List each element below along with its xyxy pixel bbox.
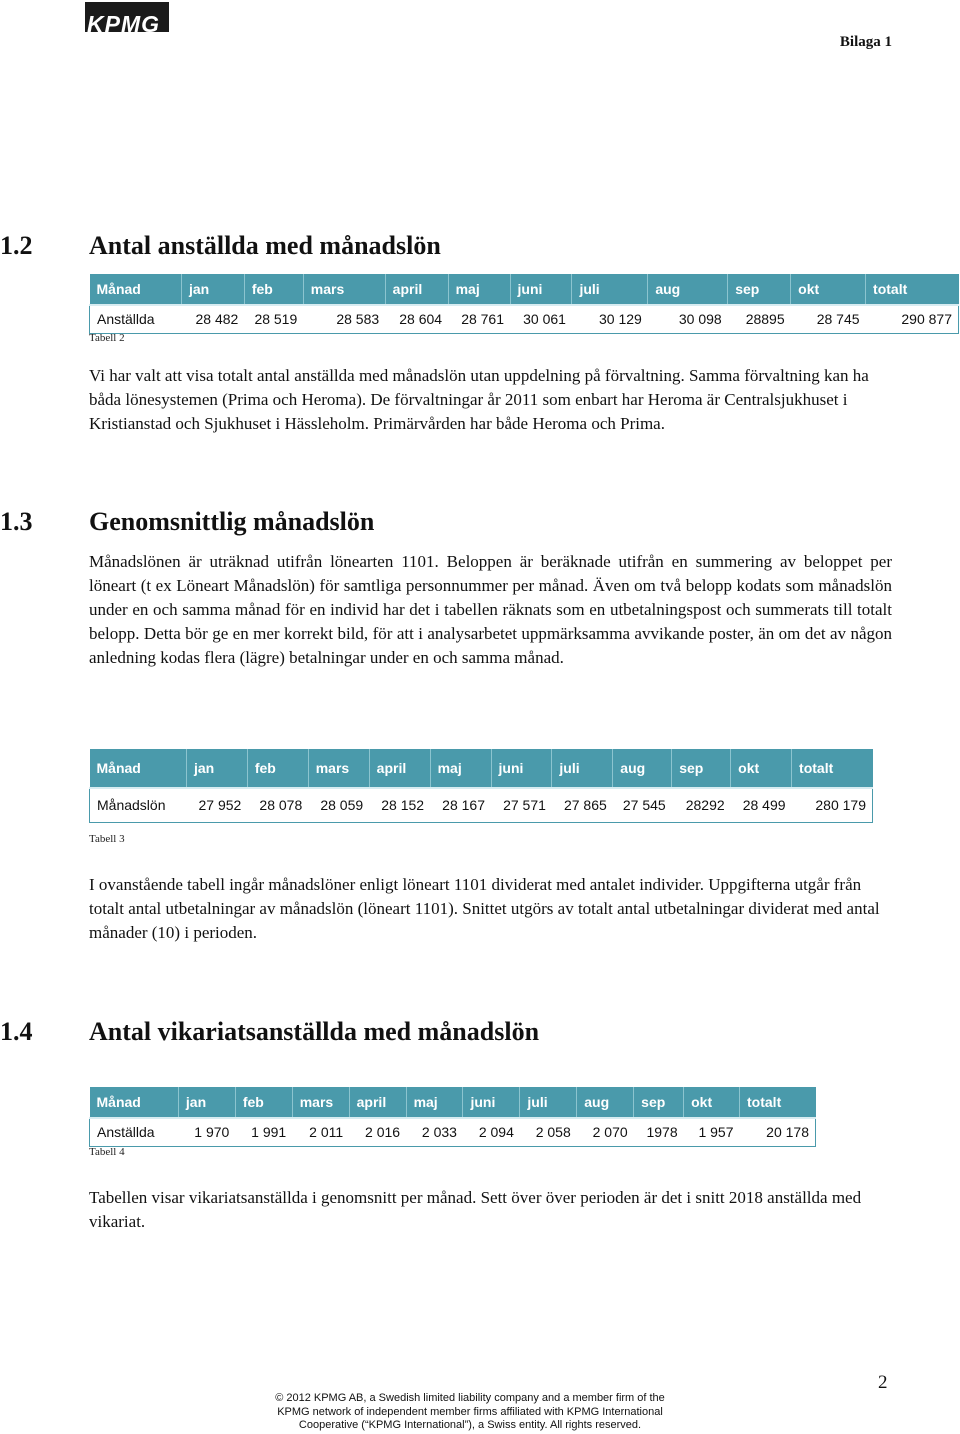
- table-cell: 28 583: [303, 305, 385, 333]
- section-title: Genomsnittlig månadslön: [89, 507, 375, 536]
- table-header-row: [90, 1087, 816, 1118]
- table-cell: 1 957: [684, 1118, 740, 1146]
- table-caption: Tabell 4: [89, 1146, 125, 1158]
- table-cell: 28 078: [247, 788, 308, 822]
- column-header: mars: [308, 749, 369, 788]
- paragraph: I ovanstående tabell ingår månadslöner enligt löneart 1101 dividerat med antalet individer. Uppgifterna utgår från totalt antal utbetalningar av månadslön (löneart 1101). Snittet utgörs av totalt antal utbetalningar dividerat med antal månader (10) i perioden.: [89, 875, 880, 942]
- bilaga-label: Bilaga 1: [839, 34, 892, 50]
- section-number: 1.2: [0, 231, 33, 260]
- column-header: maj: [448, 274, 510, 305]
- row-label: Anställda: [90, 1118, 179, 1146]
- column-header: feb: [244, 274, 303, 305]
- table-cell: 2 070: [577, 1118, 634, 1146]
- column-header: totalt: [866, 274, 959, 305]
- table-caption: Tabell 3: [89, 833, 125, 845]
- column-header: juli: [520, 1087, 577, 1118]
- row-label: Anställda: [90, 305, 182, 333]
- table-cell: 2 058: [520, 1118, 577, 1146]
- table-4: [89, 1087, 816, 1147]
- column-header: juli: [572, 274, 648, 305]
- column-header: feb: [247, 749, 308, 788]
- table-row: [90, 1118, 816, 1146]
- column-header: okt: [731, 749, 792, 788]
- table-cell: 20 178: [740, 1118, 816, 1146]
- column-header: mars: [292, 1087, 349, 1118]
- table-cell: 2 094: [463, 1118, 520, 1146]
- footer: [220, 1392, 720, 1433]
- section-title: Antal vikariatsanställda med månadslön: [89, 1017, 540, 1046]
- column-header: Månad: [90, 1087, 179, 1118]
- table-cell: 28 482: [181, 305, 244, 333]
- section-number: 1.4: [0, 1017, 33, 1046]
- table-cell: 2 011: [292, 1118, 349, 1146]
- table-cell: 28 745: [791, 305, 866, 333]
- section-title: Antal anställda med månadslön: [89, 231, 441, 260]
- table-cell: 1978: [634, 1118, 684, 1146]
- table-cell: 28895: [728, 305, 791, 333]
- column-header: juli: [552, 749, 613, 788]
- footer-line: KPMG network of independent member firms affiliated with KPMG International: [277, 1405, 663, 1418]
- column-header: april: [385, 274, 448, 305]
- table-cell: 28 761: [448, 305, 510, 333]
- table-cell: 28 152: [369, 788, 430, 822]
- footer-line: © 2012 KPMG AB, a Swedish limited liability company and a member firm of the: [275, 1392, 665, 1404]
- table-cell: 28 167: [430, 788, 491, 822]
- column-header: okt: [791, 274, 866, 305]
- column-header: maj: [406, 1087, 463, 1118]
- column-header: juni: [463, 1087, 520, 1118]
- paragraph: Vi har valt att visa totalt antal anställda med månadslön utan uppdelning på förvaltning. Samma förvaltning kan ha båda lönesystemen (Prima och Heroma). De förvaltningar år 2011 som enbart har Heroma är Centralsjukhuset i Kristianstad och Sjukhuset i Hässleholm. Primärvården har både Heroma och Prima.: [89, 366, 869, 433]
- column-header: totalt: [792, 749, 873, 788]
- kpmg-logo: KPMG: [85, 2, 169, 32]
- column-header: aug: [613, 749, 672, 788]
- table-caption: Tabell 2: [89, 332, 125, 344]
- table-cell: 1 991: [235, 1118, 292, 1146]
- table-cell: 30 098: [648, 305, 728, 333]
- column-header: april: [369, 749, 430, 788]
- table-cell: 2 033: [406, 1118, 463, 1146]
- row-label: Månadslön: [90, 788, 187, 822]
- column-header: Månad: [90, 749, 187, 788]
- table-cell: 28292: [672, 788, 731, 822]
- column-header: sep: [672, 749, 731, 788]
- column-header: jan: [186, 749, 247, 788]
- table-3: [89, 749, 873, 823]
- column-header: maj: [430, 749, 491, 788]
- table-cell: 28 519: [244, 305, 303, 333]
- table-cell: 290 877: [866, 305, 959, 333]
- column-header: april: [349, 1087, 406, 1118]
- section-number: 1.3: [0, 507, 33, 536]
- table-cell: 27 952: [186, 788, 247, 822]
- table-cell: 27 865: [552, 788, 613, 822]
- column-header: totalt: [740, 1087, 816, 1118]
- column-header: sep: [728, 274, 791, 305]
- table-cell: 28 499: [731, 788, 792, 822]
- column-header: feb: [235, 1087, 292, 1118]
- column-header: mars: [303, 274, 385, 305]
- paragraph: Månadslönen är uträknad utifrån lönearten 1101. Beloppen är beräknade utifrån en summering av beloppet per löneart (t ex Löneart Månadslön) för samtliga personnummer per månad. Även om två belopp kodats som månadslön under en och samma månad för en individ har det i tabellen räknats som en utbetalningspost och summerats till totalt belopp. Detta bör ge en mer korrekt bild, för att i analysarbetet uppmärksamma avvikande poster, än om det av någon anledning kodas flera (lägre) betalningar under en och samma månad.: [89, 552, 892, 667]
- column-header: jan: [181, 274, 244, 305]
- paragraph: Tabellen visar vikariatsanställda i genomsnitt per månad. Sett över över perioden är det i snitt 2018 anställda med vikariat.: [89, 1188, 862, 1231]
- table-cell: 27 571: [491, 788, 552, 822]
- table-cell: 280 179: [792, 788, 873, 822]
- column-header: okt: [684, 1087, 740, 1118]
- table-cell: 30 061: [510, 305, 572, 333]
- page-number: 2: [878, 1372, 888, 1393]
- table-header-row: [90, 274, 959, 305]
- table-row: [90, 305, 959, 333]
- column-header: juni: [491, 749, 552, 788]
- column-header: aug: [577, 1087, 634, 1118]
- table-cell: 2 016: [349, 1118, 406, 1146]
- column-header: Månad: [90, 274, 182, 305]
- table-row: [90, 788, 873, 822]
- table-cell: 28 059: [308, 788, 369, 822]
- column-header: jan: [178, 1087, 235, 1118]
- table-cell: 1 970: [178, 1118, 235, 1146]
- table-cell: 27 545: [613, 788, 672, 822]
- column-header: juni: [510, 274, 572, 305]
- column-header: aug: [648, 274, 728, 305]
- footer-line: Cooperative (“KPMG International”), a Swiss entity. All rights reserved.: [298, 1419, 642, 1431]
- table-cell: 28 604: [385, 305, 448, 333]
- table-2: [89, 274, 959, 334]
- table-header-row: [90, 749, 873, 788]
- table-cell: 30 129: [572, 305, 648, 333]
- column-header: sep: [634, 1087, 684, 1118]
